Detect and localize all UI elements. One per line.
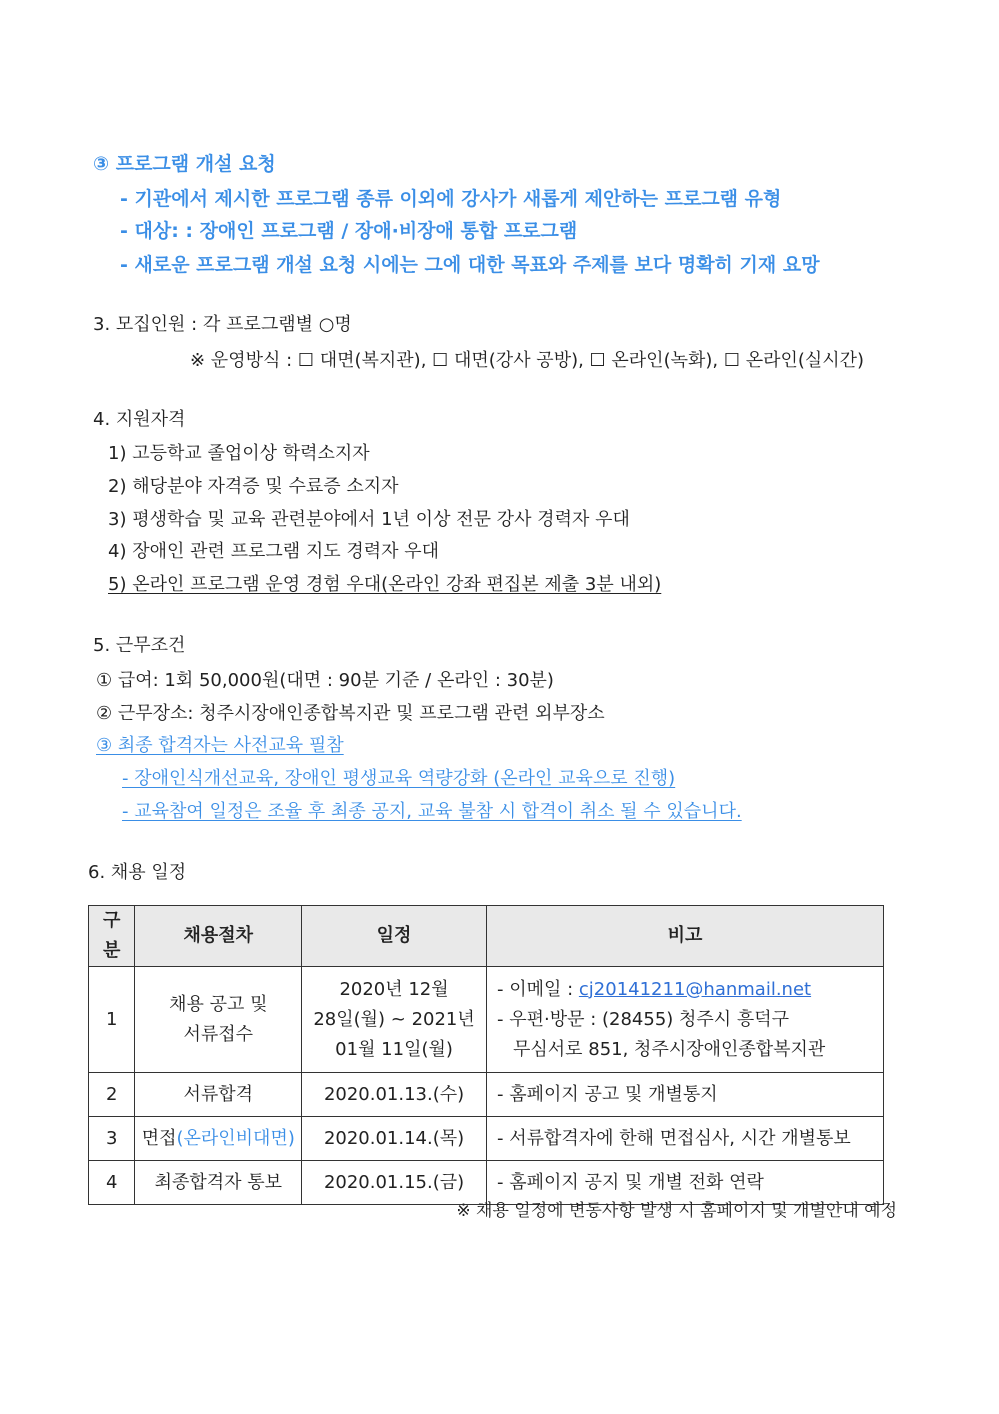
row-date: 2020.01.15.(금) [302, 1161, 487, 1205]
work-pay: ① 급여: 1회 50,000원(대면 : 90분 기준 / 온라인 : 30분) [96, 670, 554, 691]
row-note: - 서류합격자에 한해 면접심사, 시간 개별통보 [486, 1117, 883, 1161]
schedule-table [88, 905, 884, 1205]
email-link[interactable]: cj20141211@hanmail.net [578, 978, 812, 1000]
work-place: ② 근무장소: 청주시장애인종합복지관 및 프로그램 관련 외부장소 [96, 703, 605, 724]
row-step-line: 채용 공고 및 [169, 993, 268, 1015]
row-date-line: 01월 11일(월) [335, 1038, 453, 1060]
training-item: - 교육참여 일정은 조율 후 최종 공지, 교육 불참 시 합격이 취소 될 수 있습니다. [122, 801, 742, 822]
row-step-text: 면접 [141, 1127, 177, 1149]
recruit-title: 3. 모집인원 : 각 프로그램별 ○명 [93, 314, 352, 335]
row-note: - 홈페이지 공지 및 개별 전화 연락 [486, 1161, 883, 1205]
table-header-row [89, 906, 884, 967]
post-address-line: 무심서로 851, 청주시장애인종합복지관 [512, 1038, 826, 1060]
qualification-title: 4. 지원자격 [93, 409, 186, 430]
row-step: 서류합격 [135, 1073, 302, 1117]
row-step [135, 1117, 302, 1161]
qualification-item: 2) 해당분야 자격증 및 수료증 소지자 [108, 476, 399, 497]
row-no: 4 [89, 1161, 135, 1205]
row-no: 1 [89, 967, 135, 1073]
row-step: 최종합격자 통보 [135, 1161, 302, 1205]
program-request-title: ③ 프로그램 개설 요청 [93, 153, 276, 175]
row-step-line: 서류접수 [183, 1023, 254, 1045]
post-address-line: - 우편·방문 : (28455) 청주시 흥덕구 [496, 1008, 790, 1030]
table-row [89, 1073, 884, 1117]
table-row [89, 1161, 884, 1205]
row-date-line: 28일(월) ~ 2021년 [313, 1008, 475, 1030]
row-date: 2020.01.14.(목) [302, 1117, 487, 1161]
row-no: 2 [89, 1073, 135, 1117]
qualification-item: 5) 온라인 프로그램 운영 경험 우대(온라인 강좌 편집본 제출 3분 내외) [108, 574, 662, 595]
email-label: - 이메일 : [496, 978, 574, 1000]
row-note [486, 967, 883, 1073]
qualification-item: 3) 평생학습 및 교육 관련분야에서 1년 이상 전문 강사 경력자 우대 [108, 509, 630, 530]
program-request-item: - 새로운 프로그램 개설 요청 시에는 그에 대한 목표와 주제를 보다 명확히 기재 요망 [120, 254, 820, 276]
work-title: 5. 근무조건 [93, 635, 186, 656]
qualification-item: 4) 장애인 관련 프로그램 지도 경력자 우대 [108, 541, 440, 562]
work-training: ③ 최종 합격자는 사전교육 필참 [96, 735, 344, 756]
schedule-title: 6. 채용 일정 [88, 862, 187, 883]
header-note: 비고 [486, 906, 883, 967]
qualification-item: 1) 고등학교 졸업이상 학력소지자 [108, 443, 370, 464]
row-date-line: 2020년 12월 [339, 978, 449, 1000]
row-date: 2020.01.13.(수) [302, 1073, 487, 1117]
operation-method: ※ 운영방식 : ☐ 대면(복지관), ☐ 대면(강사 공방), ☐ 온라인(녹화), ☐ 온라인(실시간) [190, 350, 865, 371]
header-step: 채용절차 [135, 906, 302, 967]
row-note: - 홈페이지 공고 및 개별통지 [486, 1073, 883, 1117]
training-item: - 장애인식개선교육, 장애인 평생교육 역량강화 (온라인 교육으로 진행) [122, 768, 676, 789]
row-date [302, 967, 487, 1073]
table-row [89, 1117, 884, 1161]
header-date: 일정 [302, 906, 487, 967]
schedule-footnote: ※ 채용 일정에 변동사항 발생 시 홈페이지 및 개별안내 예정 [456, 1201, 897, 1221]
row-step [135, 967, 302, 1073]
row-step-online: (온라인비대면) [176, 1127, 295, 1149]
program-request-item: - 대상: : 장애인 프로그램 / 장애·비장애 통합 프로그램 [120, 220, 578, 242]
program-request-item: - 기관에서 제시한 프로그램 종류 이외에 강사가 새롭게 제안하는 프로그램 유형 [120, 188, 782, 210]
table-row [89, 967, 884, 1073]
header-no: 구분 [89, 906, 135, 967]
row-no: 3 [89, 1117, 135, 1161]
